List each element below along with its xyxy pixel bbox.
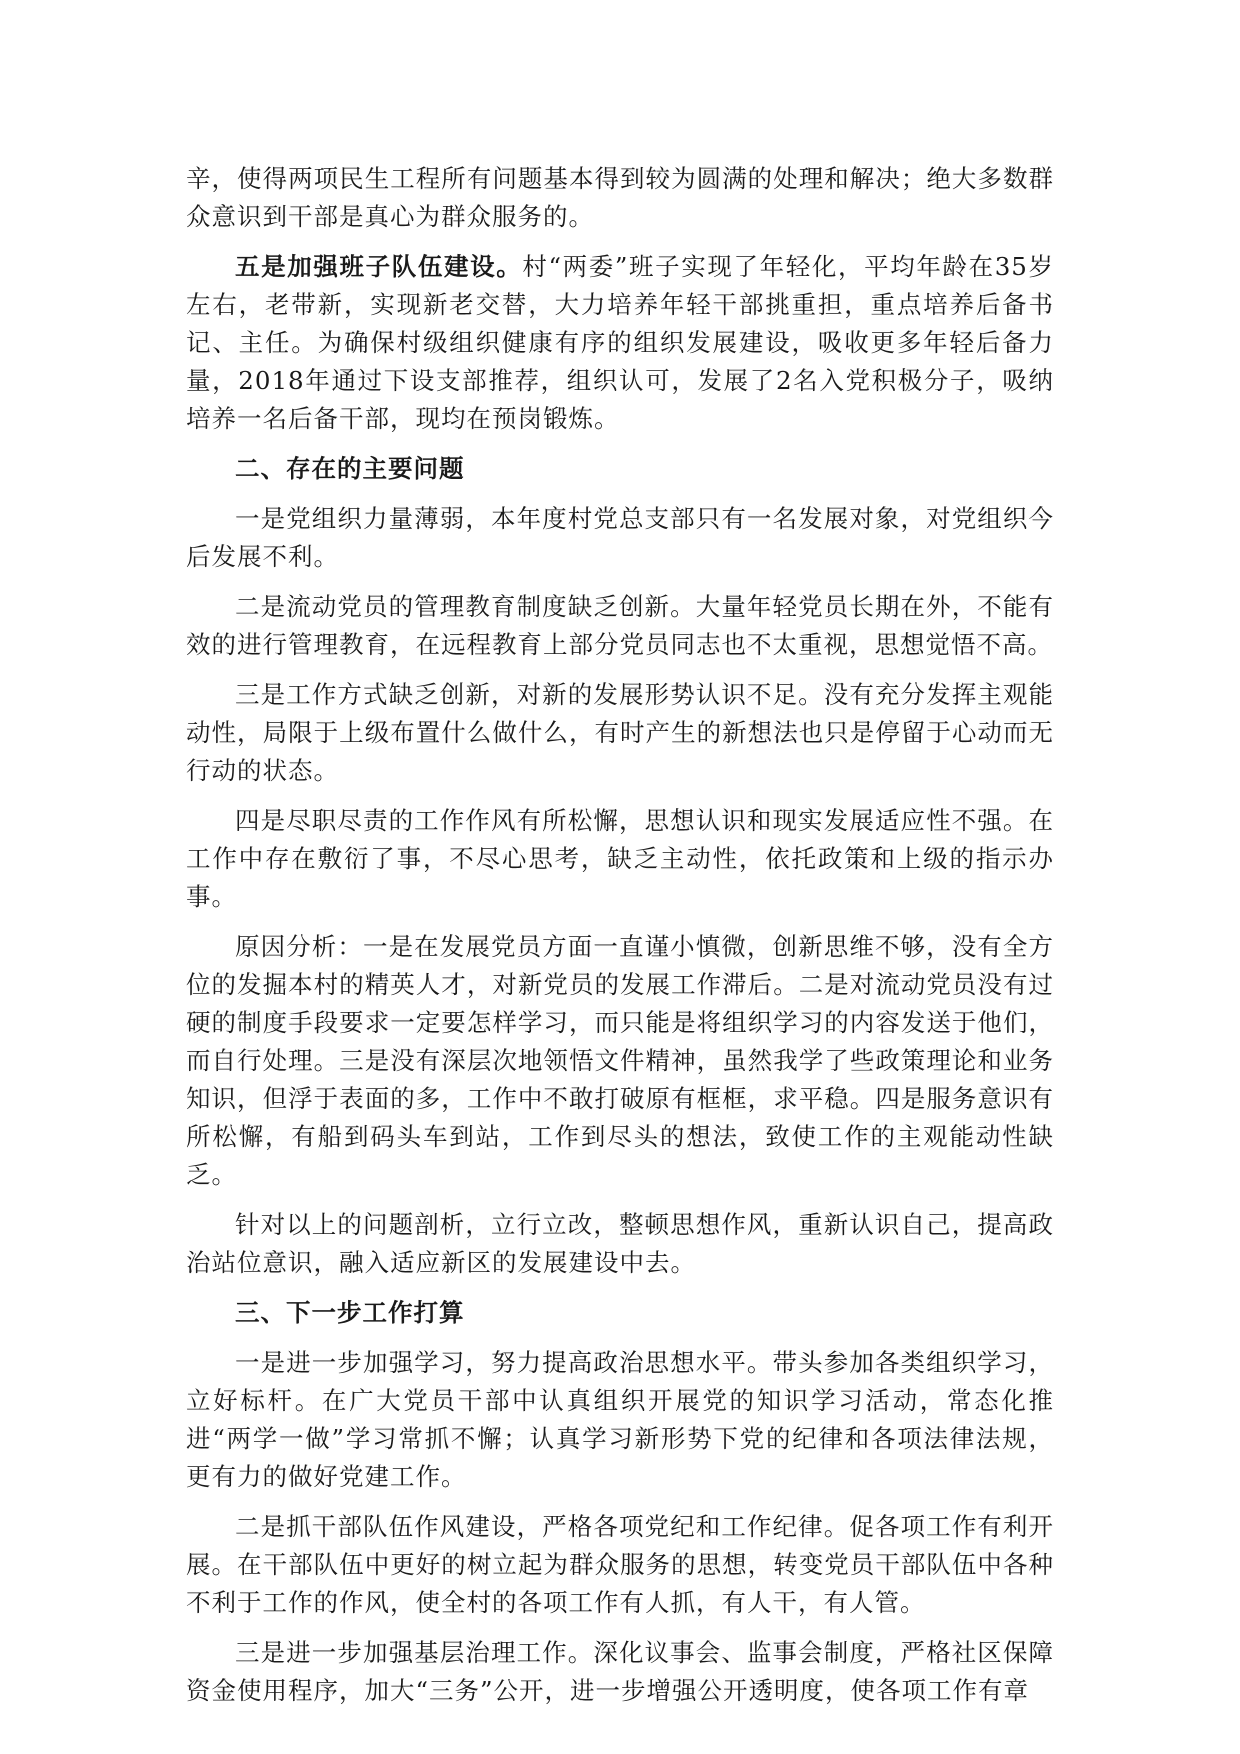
paragraph-cause-analysis: 原因分析：一是在发展党员方面一直谨小慎微，创新思维不够，没有全方位的发掘本村的精英人才，对新党员的发展工作滞后。二是对流动党员没有过硬的制度手段要求一定要怎样学习，而只能是将组织学习的内容发送于他们，而自行处理。三是没有深层次地领悟文件精神，虽然我学了些政策理论和业务知识，但浮于表面的多，工作中不敢打破原有框框，求平稳。四是服务意识有所松懈，有船到码头车到站，工作到尽头的想法，致使工作的主观能动性缺乏。 — [186, 932, 1054, 1189]
paragraph-plan-3: 三是进一步加强基层治理工作。深化议事会、监事会制度，严格社区保障资金使用程序，加大“三务”公开，进一步增强公开透明度，使各项工作有章 — [186, 1638, 1054, 1705]
paragraph-team-building — [186, 248, 1054, 438]
paragraph-plan-1: 一是进一步加强学习，努力提高政治思想水平。带头参加各类组织学习，立好标杆。在广大党员干部中认真组织开展党的知识学习活动，常态化推进“两学一做”学习常抓不懈；认真学习新形势下党的纪律和各项法律法规，更有力的做好党建工作。 — [186, 1348, 1054, 1491]
paragraph-lead-bold: 五是加强班子队伍建设。 — [235, 252, 523, 281]
paragraph-problem-4: 四是尽职尽责的工作作风有所松懈，思想认识和现实发展适应性不强。在工作中存在敷衍了事，不尽心思考，缺乏主动性，依托政策和上级的指示办事。 — [186, 806, 1054, 911]
paragraph-problem-3: 三是工作方式缺乏创新，对新的发展形势认识不足。没有充分发挥主观能动性，局限于上级布置什么做什么，有时产生的新想法也只是停留于心动而无行动的状态。 — [186, 680, 1054, 785]
paragraph-body: 村“两委”班子实现了年轻化，平均年龄在35岁左右，老带新，实现新老交替，大力培养年轻干部挑重担，重点培养后备书记、主任。为确保村级组织健康有序的组织发展建设，吸收更多年轻后备力量，2018年通过下设支部推荐，组织认可，发展了2名入党积极分子，吸纳培养一名后备干部，现均在预岗锻炼。 — [186, 252, 1054, 433]
paragraph-problem-2: 二是流动党员的管理教育制度缺乏创新。大量年轻党员长期在外，不能有效的进行管理教育，在远程教育上部分党员同志也不太重视，思想觉悟不高。 — [186, 592, 1054, 659]
paragraph-problem-1: 一是党组织力量薄弱，本年度村党总支部只有一名发展对象，对党组织今后发展不利。 — [186, 504, 1054, 571]
paragraph-continuation: 辛，使得两项民生工程所有问题基本得到较为圆满的处理和解决；绝大多数群众意识到干部是真心为群众服务的。 — [186, 164, 1054, 231]
paragraph-rectification: 针对以上的问题剖析，立行立改，整顿思想作风，重新认识自己，提高政治站位意识，融入适应新区的发展建设中去。 — [186, 1210, 1054, 1277]
paragraph-plan-2: 二是抓干部队伍作风建设，严格各项党纪和工作纪律。促各项工作有利开展。在干部队伍中更好的树立起为群众服务的思想，转变党员干部队伍中各种不利于工作的作风，使全村的各项工作有人抓，有人干，有人管。 — [186, 1512, 1054, 1617]
section-heading-next-steps: 三、下一步工作打算 — [235, 1298, 465, 1327]
document-body — [186, 160, 1054, 1722]
section-heading-problems: 二、存在的主要问题 — [235, 454, 465, 483]
